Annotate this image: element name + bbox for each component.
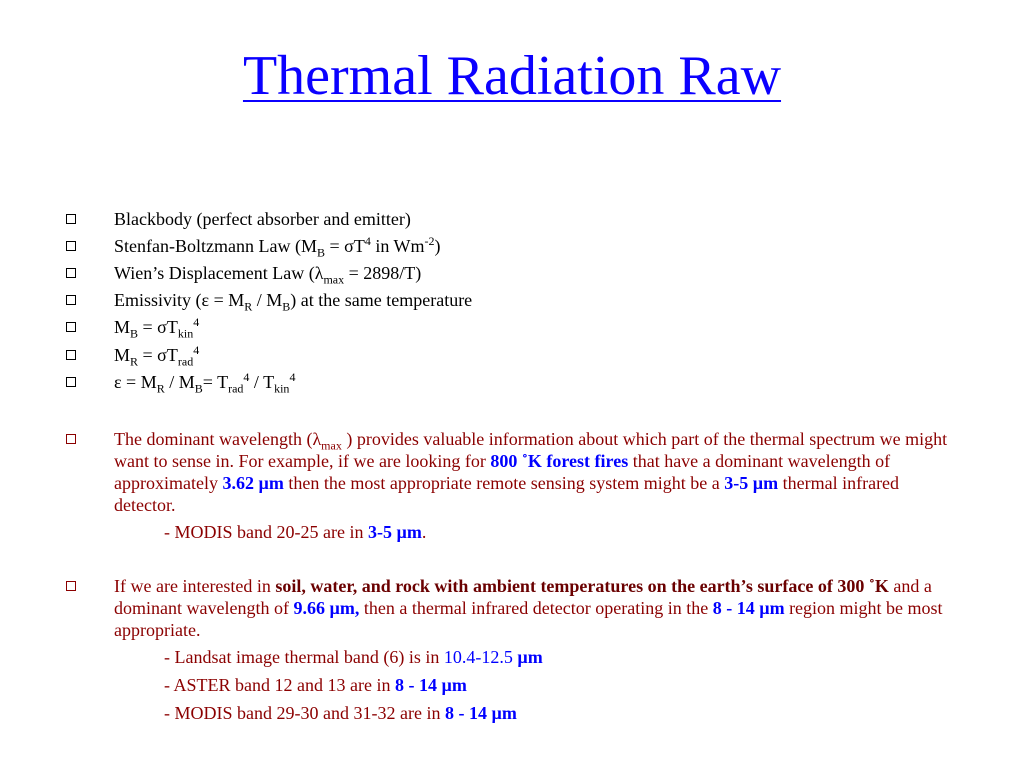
- indent-modis-29-32: - MODIS band 29-30 and 31-32 are in 8 - 14 µm: [164, 703, 517, 723]
- bullet-square-icon: [66, 268, 76, 278]
- slide-title: Thermal Radiation Raw: [242, 45, 782, 107]
- bullet-square-icon: [66, 350, 76, 360]
- bullet-square-icon: [66, 241, 76, 251]
- bullet-square-icon: [66, 434, 76, 444]
- bullet-square-icon: [66, 295, 76, 305]
- bullet-blackbody: Blackbody (perfect absorber and emitter): [114, 209, 411, 229]
- bullet-mb-equation: $M_B = \sigma T_{kin}^4$: [114, 315, 200, 341]
- bullet-square-icon: [66, 214, 76, 224]
- indent-aster-bands: - ASTER band 12 and 13 are in 8 - 14 µm: [164, 675, 467, 695]
- bullet-mr-equation: $M_R = \sigma T_{rad}^4$: [114, 343, 200, 369]
- bullet-emissivity-ratio: $\varepsilon = M_R / M_B= T_{rad}^4 / T_{kin}^4$: [114, 370, 296, 396]
- paragraph-dominant-wavelength: The dominant wavelength ($\lambda_{max}$ ) provides valuable information about which part of the thermal spectrum we might want to sense in. For example, if we are looking for 800 ˚K forest fires that have a dominant wavelength of approximately 3.62 µm then the most appropriate remote sensing system might be a 3-5 µm thermal infrared detector.: [114, 429, 948, 515]
- paragraph-soil-water-rock: If we are interested in soil, water, and rock with ambient temperatures on the earth’s surface of 300 ˚K and a dominant wavelength of 9.66 µm, then a thermal infrared detector operating in the 8 - 14 µm region might be most appropriate.: [114, 576, 943, 640]
- bullet-square-icon: [66, 377, 76, 387]
- bullet-stefan-boltzmann: Stenfan-Boltzmann Law ($M_B = \sigma T^4$ in $Wm^{-2}$): [114, 234, 441, 260]
- bullet-wien-law: Wien’s Displacement Law $(\lambda_{max} = 2898/T)$: [114, 263, 422, 287]
- indent-landsat-band6: - Landsat image thermal band (6) is in 10.4-12.5 µm: [164, 647, 543, 667]
- bullet-square-icon: [66, 322, 76, 332]
- bullet-square-icon: [66, 581, 76, 591]
- bullet-emissivity: Emissivity $(\varepsilon = M_R / M_B)$ at the same temperature: [114, 290, 473, 314]
- indent-modis-20-25: - MODIS band 20-25 are in 3-5 µm.: [164, 522, 427, 542]
